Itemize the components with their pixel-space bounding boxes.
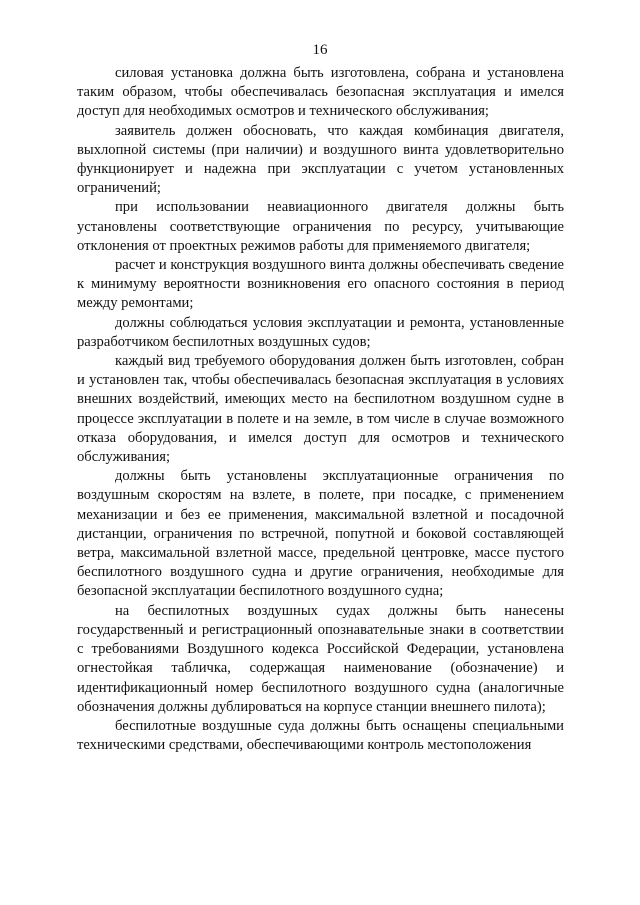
paragraph-propeller-design: расчет и конструкция воздушного винта должны обеспечивать сведение к минимуму вероятности возникновения его опасного состояния в период между ремонтами; (77, 257, 564, 312)
paragraph-equipment: каждый вид требуемого оборудования должен быть изготовлен, собран и установлен так, чтобы обеспечивалась безопасная эксплуатация в условиях внешних воздействий, имеющих место на беспилотном воздушном судне в процессе эксплуатации в полете и на земле, в том числе в случае возможного отказа оборудования, и имелся доступ для осмотров и технического обслуживания; (77, 353, 564, 466)
paragraph-non-aviation-engine: при использовании неавиационного двигателя должны быть установлены соответствующие ограничения по ресурсу, учитывающие отклонения от проектных режимов работы для применяемого двигателя; (77, 199, 564, 254)
paragraph-operating-conditions: должны соблюдаться условия эксплуатации и ремонта, установленные разработчиком беспилотных воздушных судов; (77, 314, 564, 350)
document-body (77, 64, 564, 755)
paragraph-engine-combination: заявитель должен обосновать, что каждая комбинация двигателя, выхлопной системы (при наличии) и воздушного винта удовлетворительно функционирует и надежна при эксплуатации с учетом установленных ограничений; (77, 122, 564, 197)
paragraph-power-plant: силовая установка должна быть изготовлена, собрана и установлена таким образом, чтобы обеспечивалась безопасная эксплуатация и имелся доступ для необходимых осмотров и технического обслуживания; (77, 65, 564, 120)
paragraph-location-control: беспилотные воздушные суда должны быть оснащены специальными техническими средствами, обеспечивающими контроль местоположения (77, 717, 564, 754)
page-number: 16 (312, 42, 328, 58)
paragraph-identification-marks: на беспилотных воздушных судах должны быть нанесены государственный и регистрационный опознавательные знаки в соответствии с требованиями Воздушного кодекса Российской Федерации, установлена огнестойкая табличка, содержащая наименование (обозначение) и идентификационный номер беспилотного воздушного судна (аналогичные обозначения должны дублироваться на корпусе станции внешнего пилота); (77, 602, 564, 715)
paragraph-operating-limits: должны быть установлены эксплуатационные ограничения по воздушным скоростям на взлете, в полете, при посадке, с применением механизации и без ее применения, максимальной взлетной и посадочной дистанции, ограничения по встречной, попутной и боковой составляющей ветра, максимальной взлетной массе, предельной центровке, массе пустого беспилотного воздушного судна и другие ограничения, необходимые для безопасной эксплуатации беспилотного воздушного судна; (77, 468, 564, 600)
